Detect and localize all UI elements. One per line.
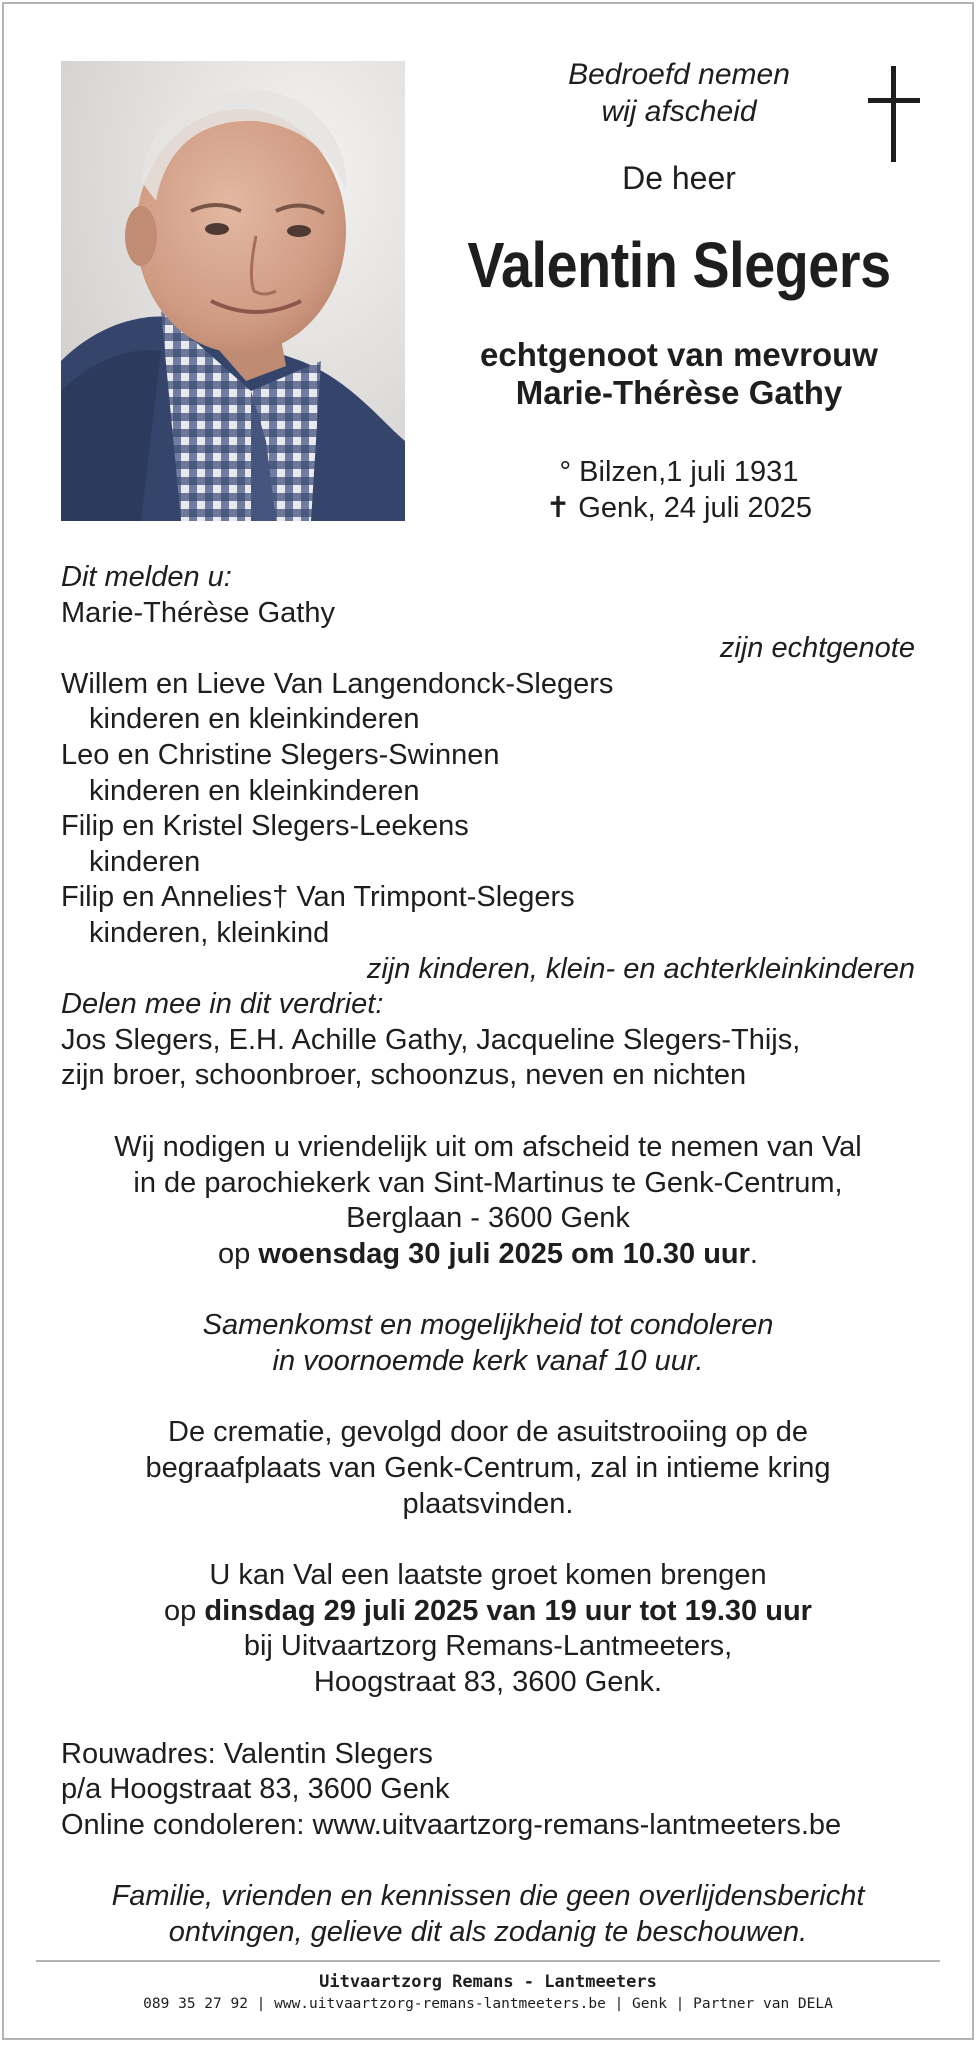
intro-line-2: wij afscheid [601,95,757,128]
online-condolence: Online condoleren: www.uitvaartzorg-remans-lantmeeters.be [61,1808,842,1841]
address-section [61,1737,915,1844]
intro-text [434,56,924,130]
child-family-sub: kinderen en kleinkinderen [89,774,420,807]
closing-note [61,1879,915,1950]
visitation-section [61,1558,915,1700]
cremation-line-3: plaatsvinden. [402,1487,574,1520]
closing-line-1: Familie, vrienden en kennissen die geen overlijdensbericht [111,1880,865,1913]
deceased-name: Valentin Slegers [467,229,891,301]
obituary-body [61,560,915,1951]
spouse-name: Marie-Thérèse Gathy [61,596,335,629]
ceremony-line-2: in de parochiekerk van Sint-Martinus te Genk-Centrum, [133,1166,843,1199]
gathering-line-1: Samenkomst en mogelijkheid tot condoleren [202,1309,774,1342]
share-line-2: zijn broer, schoonbroer, schoonzus, neven en nichten [61,1059,747,1092]
share-line-1: Jos Slegers, E.H. Achille Gathy, Jacqueline Slegers-Thijs, [61,1023,801,1056]
cremation-line-1: De crematie, gevolgd door de asuitstrooiing op de [168,1416,808,1449]
spouse-info [434,336,924,412]
visitation-line-4: Hoogstraat 83, 3600 Genk. [313,1666,663,1699]
child-family-name: Willem en Lieve Van Langendonck-Slegers [61,667,614,700]
children-role: zijn kinderen, klein- en achterkleinkinderen [366,952,915,985]
spouse-line-2: Marie-Thérèse Gathy [515,374,843,411]
address-line-1: Rouwadres: Valentin Slegers [61,1737,433,1770]
announce-label: Dit melden u: [61,561,232,593]
spouse-role: zijn echtgenote [719,632,915,665]
ceremony-date-line [61,1237,915,1273]
visitation-line-3: bij Uitvaartzorg Remans-Lantmeeters, [243,1630,733,1663]
funeral-home-name: Uitvaartzorg Remans - Lantmeeters [319,1972,657,1992]
child-family-sub: kinderen, kleinkind [89,916,330,949]
visitation-line-1: U kan Val een laatste groet komen brengen [209,1559,767,1592]
visitation-date-line [61,1594,915,1630]
ceremony-line-3: Berglaan - 3600 Genk [346,1202,630,1235]
address-line-2: p/a Hoogstraat 83, 3600 Genk [61,1773,450,1806]
funeral-home-details: 089 35 27 92 | www.uitvaartzorg-remans-lantmeeters.be | Genk | Partner van DELA [143,1996,833,2012]
portrait-photo [61,61,405,521]
child-family-name: Filip en Annelies† Van Trimpont-Slegers [61,881,575,914]
salutation: De heer [622,160,736,196]
child-family-sub: kinderen [89,845,201,878]
ceremony-date-suffix: . [749,1237,758,1270]
child-family-name: Filip en Kristel Slegers-Leekens [61,810,469,843]
closing-line-2: ontvingen, gelieve dit als zodanig te beschouwen. [168,1916,808,1948]
cremation-line-2: begraafplaats van Genk-Centrum, zal in intieme kring [145,1452,831,1485]
footer [36,1960,940,2015]
child-family-sub: kinderen en kleinkinderen [89,703,420,736]
ceremony-section [61,1130,915,1380]
spouse-line-1: echtgenoot van mevrouw [480,336,878,373]
death-date: ✝ Genk, 24 juli 2025 [545,492,813,524]
ceremony-date-prefix: op [218,1237,259,1270]
birth-date: ° Bilzen,1 juli 1931 [559,456,799,488]
obituary-card [2,2,974,2040]
life-dates [434,454,924,526]
ceremony-line-1: Wij nodigen u vriendelijk uit om afscheid te nemen van Val [114,1130,862,1163]
intro-line-1: Bedroefd nemen [568,58,790,91]
cremation-section [61,1415,915,1522]
visitation-date-prefix: op [164,1594,205,1627]
child-family-name: Leo en Christine Slegers-Swinnen [61,738,500,771]
gathering-line-2: in voornoemde kerk vanaf 10 uur. [272,1344,704,1377]
ceremony-date: woensdag 30 juli 2025 om 10.30 uur [258,1237,750,1270]
share-label: Delen mee in dit verdriet: [61,988,384,1021]
visitation-date: dinsdag 29 juli 2025 van 19 uur tot 19.30 uur [204,1594,812,1627]
